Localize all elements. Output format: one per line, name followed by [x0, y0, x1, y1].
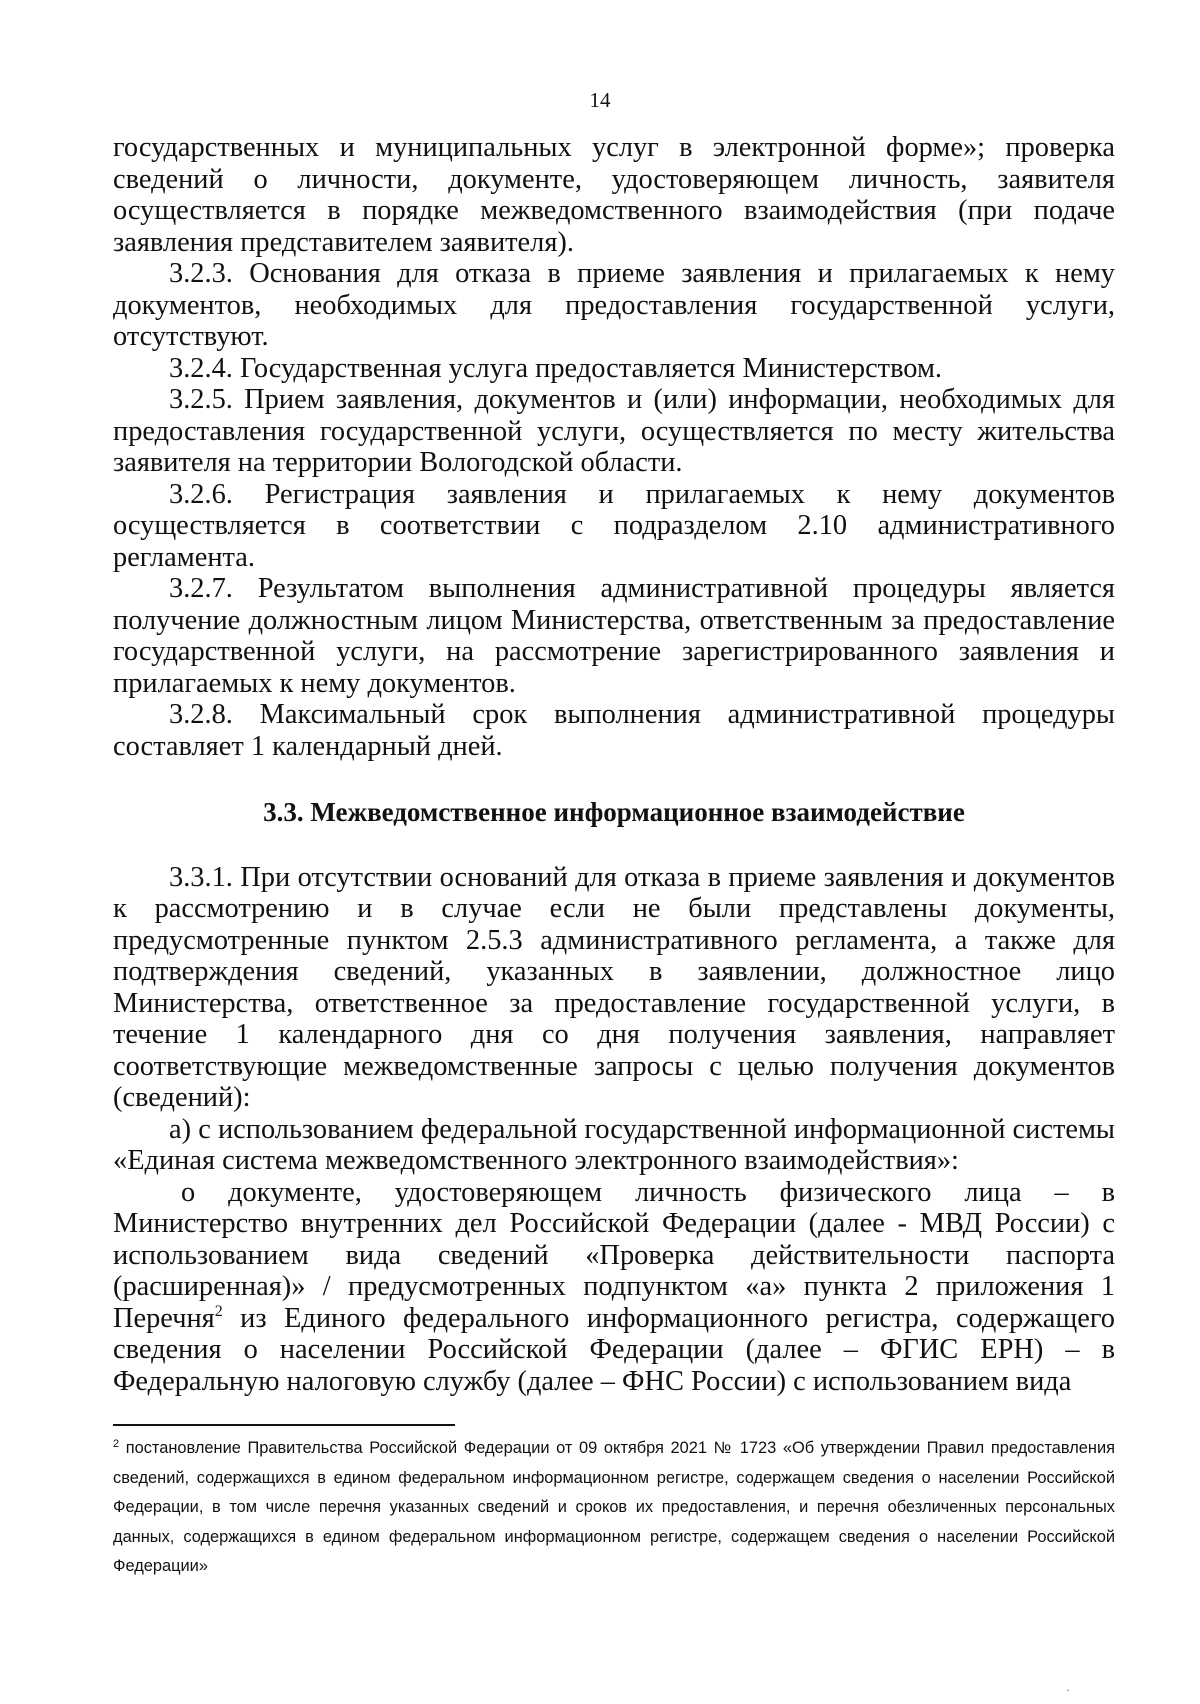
- page-number: 14: [589, 88, 611, 112]
- paragraph-3-2-4: 3.2.4. Государственная услуга предоставляется Министерством.: [169, 352, 943, 384]
- paragraph-3-2-6: 3.2.6. Регистрация заявления и прилагаемых к нему документов осуществляется в соответствии с подразделом 2.10 административного регламента.: [113, 478, 1115, 573]
- paragraph-identity-document: [113, 1177, 1115, 1398]
- footnote-separator: [113, 1424, 455, 1426]
- scan-mark: ·: [1066, 1683, 1070, 1697]
- footnote-reference: 2: [214, 1302, 223, 1320]
- paragraph-item-a: а) с использованием федеральной государственной информационной системы «Единая система межведомственного электронного взаимодействия»:: [113, 1113, 1115, 1176]
- footnote-marker: 2: [113, 1438, 120, 1450]
- paragraph-3-2-7: 3.2.7. Результатом выполнения административной процедуры является получение должностным лицом Министерства, ответственным за предоставление государственной услуги, на рассмотрение зарегистрированного заявления и прилагаемых к нему документов.: [113, 573, 1115, 699]
- paragraph-3-2-3: 3.2.3. Основания для отказа в приеме заявления и прилагаемых к нему документов, необходимых для предоставления государственной услуги, отсутствуют.: [113, 258, 1115, 352]
- paragraph-3-2-5: 3.2.5. Прием заявления, документов и (или) информации, необходимых для предоставления государственной услуги, осуществляется по месту жительства заявителя на территории Вологодской области.: [113, 384, 1115, 478]
- paragraph-3-3-1: 3.3.1. При отсутствии оснований для отказа в приеме заявления и документов к рассмотрению и в случае если не были представлены документы, предусмотренные пунктом 2.5.3 административного регламента, а также для подтверждения сведений, указанных в заявлении, должностное лицо Министерства, ответственное за предоставление государственной услуги, в течение 1 календарного дня со дня получения заявления, направляет соответствующие межведомственные запросы с целью получения документов (сведений):: [113, 861, 1115, 1113]
- paragraph-identity-text-1: о документе, удостоверяющем личность физического лица – в Министерство внутренних дел Российской Федерации (далее - МВД России) с использованием вида сведений «Проверка действительности паспорта (расширенная)» / предусмотренных подпунктом «а» пункта 2 приложения 1 Перечня: [113, 1176, 1115, 1334]
- paragraph-identity-text-2: из Единого федерального информационного регистра, содержащего сведения о населении Российской Федерации (далее – ФГИС ЕРН) – в Федеральную налоговую службу (далее – ФНС России) с использованием вида: [113, 1302, 1115, 1397]
- paragraph-continuation: государственных и муниципальных услуг в электронной форме»; проверка сведений о личности, документе, удостоверяющем личность, заявителя осуществляется в порядке межведомственного взаимодействия (при подаче заявления представителем заявителя).: [113, 132, 1115, 258]
- footnote-text: постановление Правительства Российской Федерации от 09 октября 2021 № 1723 «Об утверждении Правил предоставления сведений, содержащихся в едином федеральном информационном регистре, содержащем сведения о населении Российской Федерации, в том числе перечня указанных сведений и сроков их предоставления, и перечня обезличенных персональных данных, содержащихся в едином федеральном информационном регистре, содержащем сведения о населении Российской Федерации»: [113, 1439, 1115, 1575]
- paragraph-3-2-8: 3.2.8. Максимальный срок выполнения административной процедуры составляет 1 календарный дней.: [113, 699, 1115, 762]
- footnote-block: [113, 1434, 1115, 1582]
- section-heading-3-3: 3.3. Межведомственное информационное взаимодействие: [263, 797, 965, 827]
- body-text: [113, 132, 1115, 1397]
